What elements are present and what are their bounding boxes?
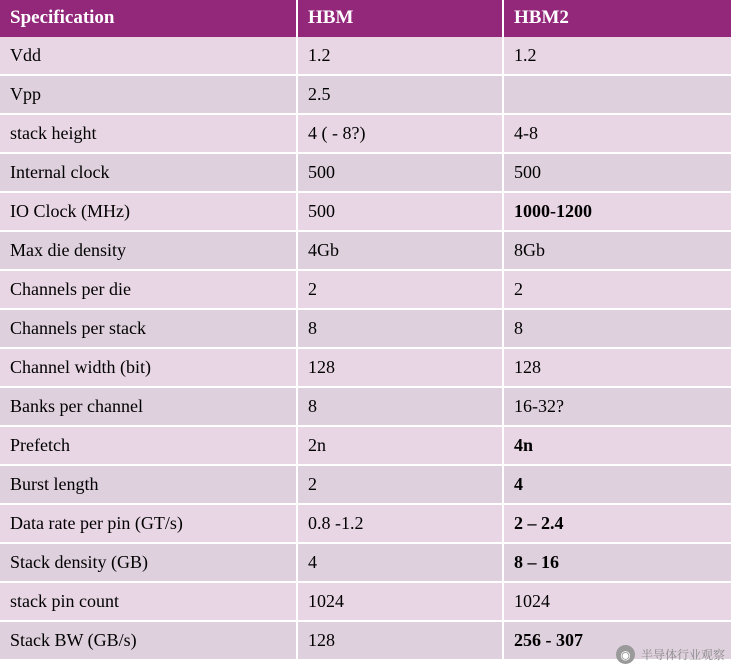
table-row — [0, 192, 731, 231]
cell-hbm2: 4 — [503, 465, 731, 504]
cell-hbm: 2n — [297, 426, 503, 465]
cell-hbm: 1024 — [297, 582, 503, 621]
cell-hbm2 — [503, 75, 731, 114]
cell-hbm: 500 — [297, 192, 503, 231]
table-row — [0, 309, 731, 348]
table-row — [0, 543, 731, 582]
table-row — [0, 114, 731, 153]
cell-specification: Banks per channel — [0, 387, 297, 426]
cell-specification: Burst length — [0, 465, 297, 504]
cell-hbm2: 500 — [503, 153, 731, 192]
cell-hbm: 8 — [297, 387, 503, 426]
cell-specification: Internal clock — [0, 153, 297, 192]
cell-hbm: 4 ( - 8?) — [297, 114, 503, 153]
cell-specification: IO Clock (MHz) — [0, 192, 297, 231]
cell-hbm: 4 — [297, 543, 503, 582]
cell-specification: Channels per die — [0, 270, 297, 309]
cell-specification: Stack BW (GB/s) — [0, 621, 297, 660]
cell-hbm2: 128 — [503, 348, 731, 387]
cell-specification: Stack density (GB) — [0, 543, 297, 582]
cell-hbm2: 8Gb — [503, 231, 731, 270]
cell-specification: stack height — [0, 114, 297, 153]
table-row — [0, 621, 731, 660]
cell-hbm2: 2 — [503, 270, 731, 309]
table-row — [0, 582, 731, 621]
table-row — [0, 426, 731, 465]
cell-hbm: 1.2 — [297, 37, 503, 75]
watermark-logo-icon: ◉ — [616, 645, 635, 664]
column-header-hbm: HBM — [297, 0, 503, 37]
table-body — [0, 37, 731, 660]
cell-hbm: 0.8 -1.2 — [297, 504, 503, 543]
cell-hbm2: 4n — [503, 426, 731, 465]
table-header-row — [0, 0, 731, 37]
cell-hbm: 2 — [297, 270, 503, 309]
cell-hbm2: 4-8 — [503, 114, 731, 153]
cell-hbm: 8 — [297, 309, 503, 348]
cell-hbm2: 1024 — [503, 582, 731, 621]
table-row — [0, 348, 731, 387]
cell-hbm: 4Gb — [297, 231, 503, 270]
cell-specification: Channels per stack — [0, 309, 297, 348]
column-header-specification: Specification — [0, 0, 297, 37]
cell-hbm: 2.5 — [297, 75, 503, 114]
column-header-hbm2: HBM2 — [503, 0, 731, 37]
table-row — [0, 270, 731, 309]
table-row — [0, 504, 731, 543]
cell-hbm2: 16-32? — [503, 387, 731, 426]
cell-specification: Channel width (bit) — [0, 348, 297, 387]
cell-hbm: 500 — [297, 153, 503, 192]
cell-hbm2: 8 – 16 — [503, 543, 731, 582]
cell-hbm2: 8 — [503, 309, 731, 348]
cell-specification: stack pin count — [0, 582, 297, 621]
table-row — [0, 465, 731, 504]
table-header — [0, 0, 731, 37]
cell-specification: Vpp — [0, 75, 297, 114]
table-row — [0, 231, 731, 270]
table-row — [0, 387, 731, 426]
cell-specification: Vdd — [0, 37, 297, 75]
cell-specification: Prefetch — [0, 426, 297, 465]
cell-specification: Data rate per pin (GT/s) — [0, 504, 297, 543]
cell-hbm2: 2 – 2.4 — [503, 504, 731, 543]
cell-hbm: 128 — [297, 621, 503, 660]
watermark-text: 半导体行业观察 — [640, 648, 725, 662]
cell-hbm2: 1000-1200 — [503, 192, 731, 231]
cell-hbm: 2 — [297, 465, 503, 504]
cell-hbm2: 1.2 — [503, 37, 731, 75]
table-row — [0, 153, 731, 192]
cell-hbm2: 256 - 307 — [503, 621, 731, 660]
cell-hbm: 128 — [297, 348, 503, 387]
table-row — [0, 37, 731, 75]
cell-specification: Max die density — [0, 231, 297, 270]
table-row — [0, 75, 731, 114]
